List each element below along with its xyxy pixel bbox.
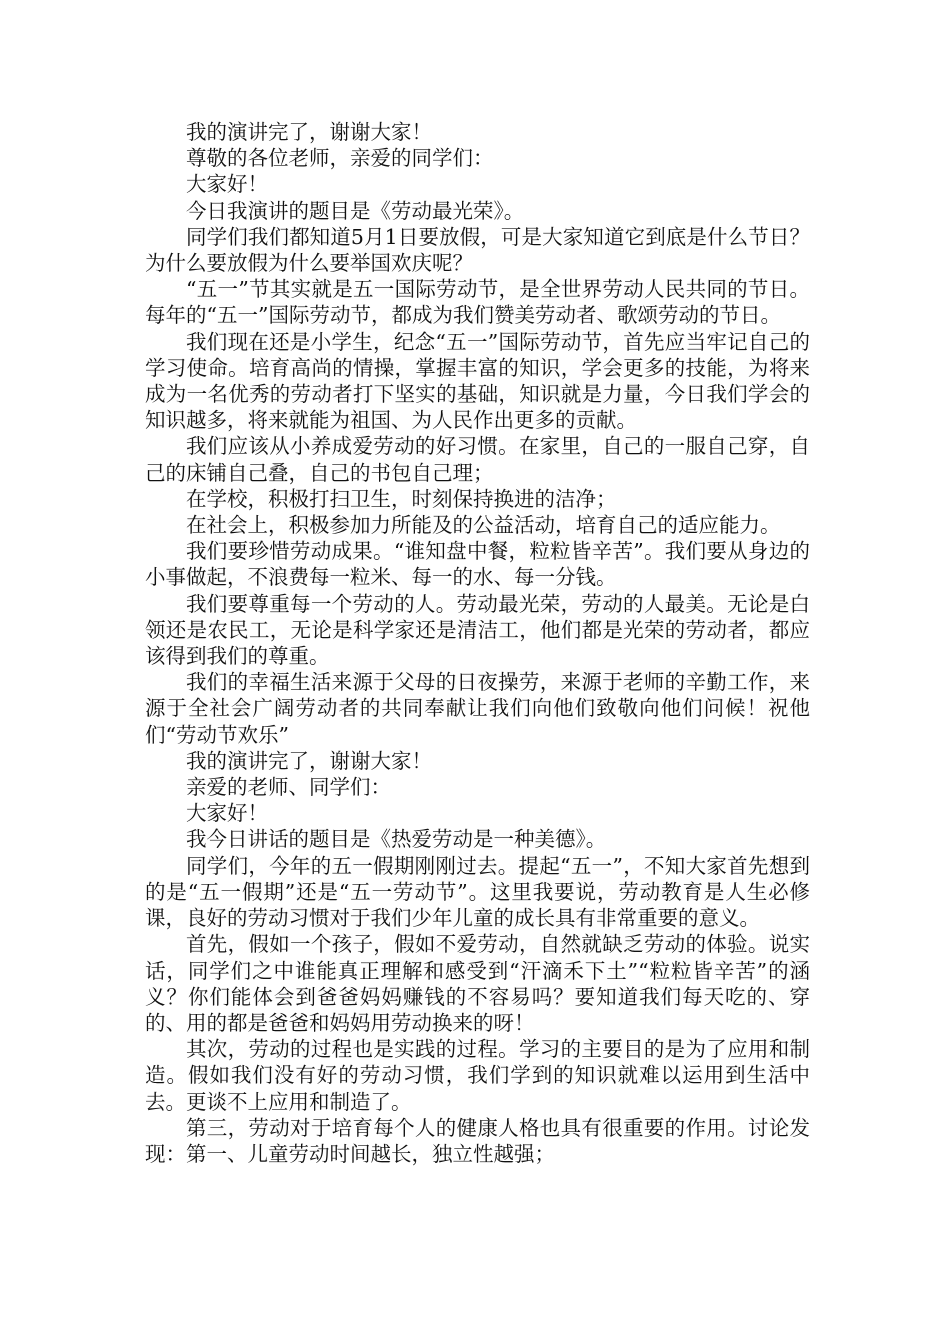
paragraph: 亲爱的老师、同学们： (186, 775, 391, 800)
paragraph: 在社会上，积极参加力所能及的公益活动，培育自己的适应能力。 (186, 513, 781, 538)
paragraph: 今日我演讲的题目是《劳动最光荣》。 (186, 198, 525, 223)
paragraph: 首先，假如一个孩子，假如不爱劳动，自然就缺乏劳动的体验。说实话，同学们之中谁能真正理解和感受到“汗滴禾下土”“粒粒皆辛苦”的涵义？你们能体会到爸爸妈妈赚钱的不容易吗？要知道我们每天吃的、穿的、用的都是爸爸和妈妈用劳动换来的呀！ (145, 932, 810, 1035)
paragraph: 我的演讲完了，谢谢大家！ (186, 120, 432, 144)
paragraph: 同学们我们都知道5月1日要放假，可是大家知道它到底是什么节日？为什么要放假为什么要举国欢庆呢？ (145, 224, 810, 276)
paragraph: 同学们，今年的五一假期刚刚过去。提起“五一”，不知大家首先想到的是“五一假期”还是“五一劳动节”。这里我要说，劳动教育是人生必修课，良好的劳动习惯对于我们少年儿童的成长具有非常重要的意义。 (145, 853, 810, 931)
paragraph: 其次，劳动的过程也是实践的过程。学习的主要目的是为了应用和制造。假如我们没有好的劳动习惯，我们学到的知识就难以运用到生活中去。更谈不上应用和制造了。 (145, 1037, 810, 1114)
paragraph: 我们现在还是小学生，纪念“五一”国际劳动节，首先应当牢记自己的学习使命。培育高尚的情操，掌握丰富的知识，学会更多的技能，为将来成为一名优秀的劳动者打下坚实的基础，知识就是力量，今日我们学会的知识越多，将来就能为祖国、为人民作出更多的贡献。 (145, 329, 810, 433)
paragraph: 我们要尊重每一个劳动的人。劳动最光荣，劳动的人最美。无论是白领还是农民工，无论是科学家还是清洁工，他们都是光荣的劳动者，都应该得到我们的尊重。 (145, 591, 810, 669)
paragraph: 我今日讲话的题目是《热爱劳动是一种美德》。 (186, 827, 607, 852)
paragraph: 第三，劳动对于培育每个人的健康人格也具有很重要的作用。讨论发现：第一、儿童劳动时间越长，独立性越强； (145, 1115, 810, 1166)
paragraph: 在学校，积极打扫卫生，时刻保持换进的洁净； (186, 486, 617, 511)
speech-text-body (145, 119, 810, 1167)
paragraph: 我们的幸福生活来源于父母的日夜操劳，来源于老师的辛勤工作，来源于全社会广阔劳动者的共同奉献让我们向他们致敬向他们问候！祝他们“劳动节欢乐” (145, 670, 810, 747)
paragraph: 大家好！ (186, 801, 268, 826)
paragraph: “五一”节其实就是五一国际劳动节，是全世界劳动人民共同的节日。每年的“五一”国际劳动节，都成为我们赞美劳动者、歌颂劳动的节日。 (145, 277, 810, 328)
paragraph: 我们应该从小养成爱劳动的好习惯。在家里，自己的一服自己穿，自己的床铺自己叠，自己的书包自己理； (145, 434, 810, 485)
paragraph: 我的演讲完了，谢谢大家！ (186, 748, 432, 773)
paragraph: 尊敬的各位老师，亲爱的同学们： (186, 146, 494, 171)
paragraph: 大家好！ (186, 172, 268, 197)
paragraph: 我们要珍惜劳动成果。“谁知盘中餐，粒粒皆辛苦”。我们要从身边的小事做起，不浪费每一粒米、每一的水、每一分钱。 (145, 539, 810, 590)
